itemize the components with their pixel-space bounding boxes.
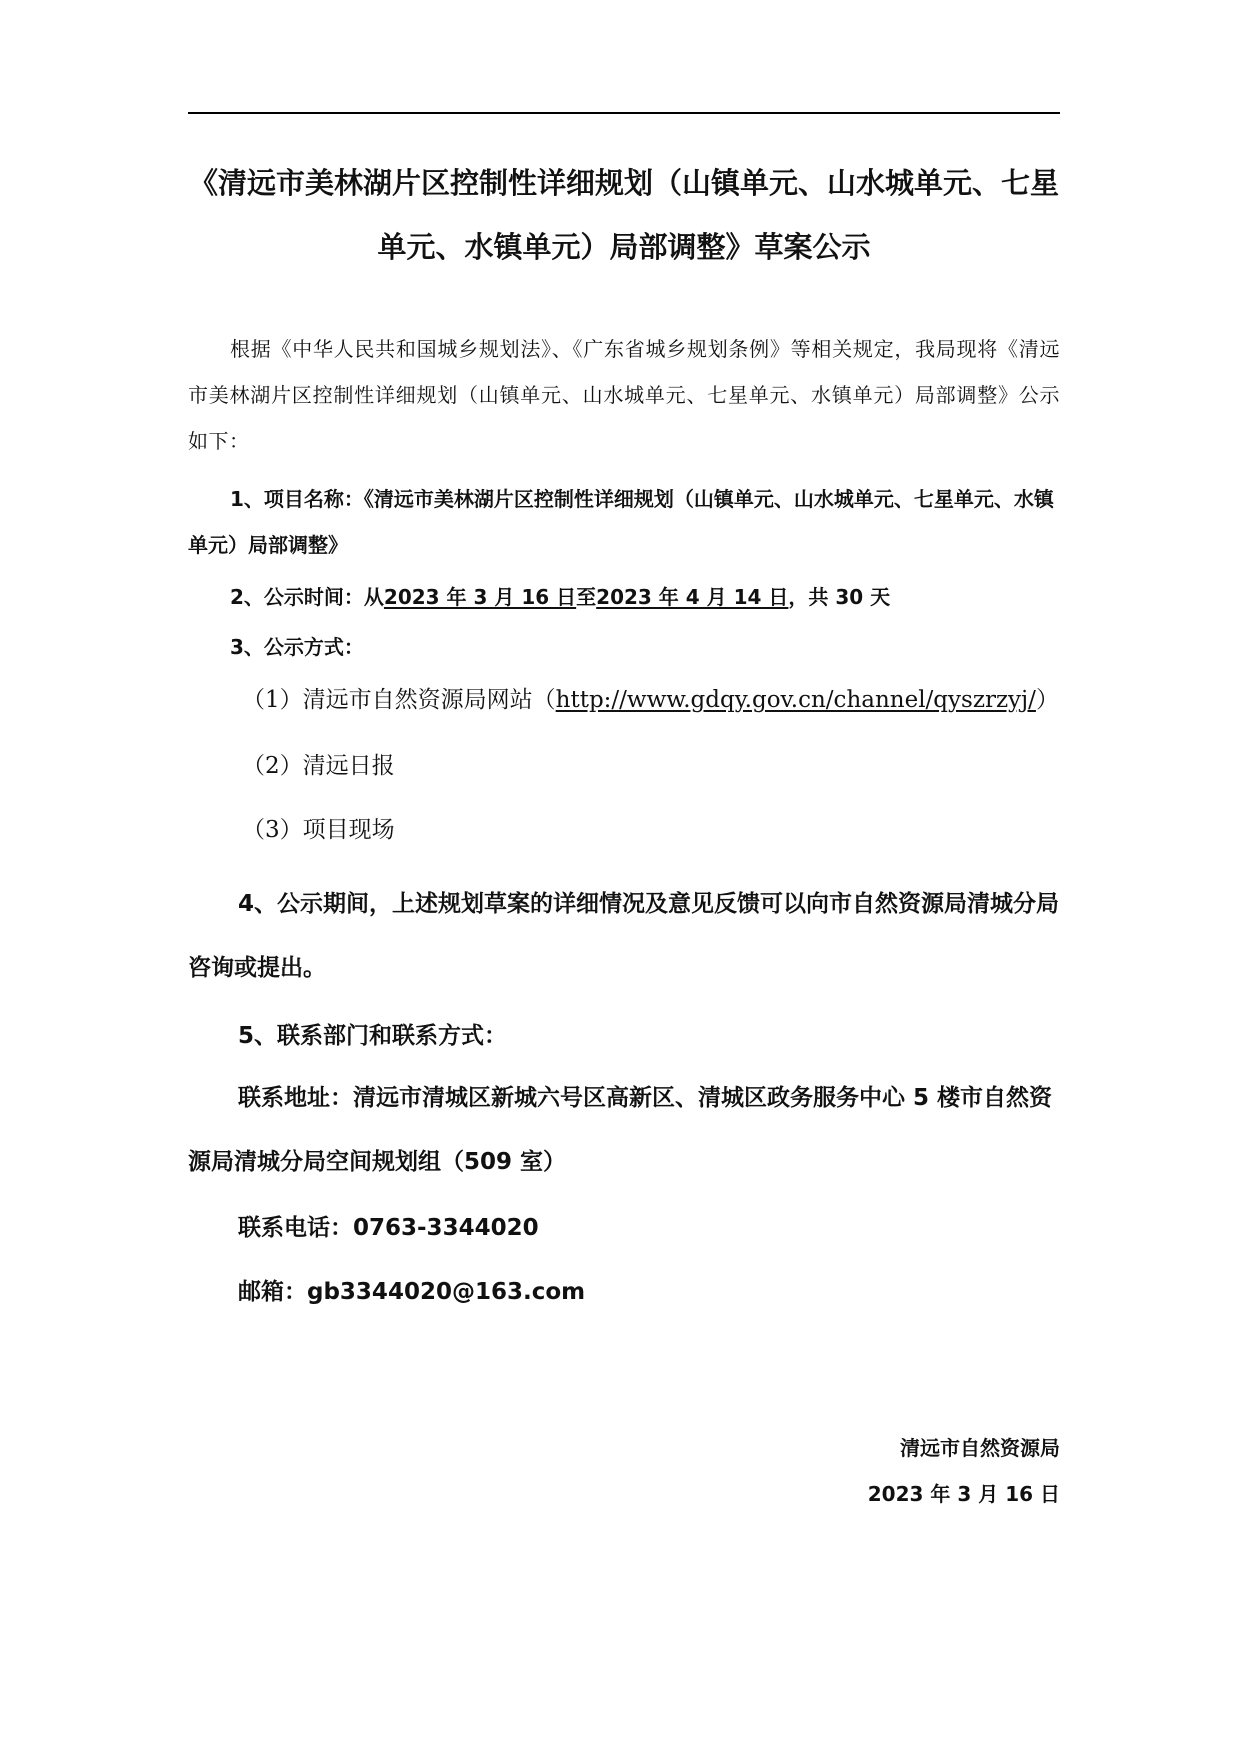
- item-feedback: 4、公示期间，上述规划草案的详细情况及意见反馈可以向市自然资源局清城分局咨询或提出。: [188, 891, 1060, 981]
- period-mid: 至: [576, 585, 597, 609]
- contact-email: 邮箱：gb3344020@163.com: [238, 1279, 586, 1305]
- period-suffix: ，共 30 天: [788, 585, 891, 609]
- item-publicity-period: [230, 574, 1102, 620]
- item-publicity-methods: 3、公示方式：: [230, 635, 364, 659]
- period-start-date: 2023 年 3 月 16 日: [383, 585, 577, 609]
- intro-paragraph: 根据《中华人民共和国城乡规划法》、《广东省城乡规划条例》等相关规定，我局现将《清远市美林湖片区控制性详细规划（山镇单元、山水城单元、七星单元、水镇单元）局部调整》公示如下：: [188, 337, 1060, 453]
- signature-org: 清远市自然资源局: [900, 1436, 1060, 1460]
- method-site: （3）项目现场: [242, 817, 395, 843]
- method-website: [242, 680, 1059, 720]
- method-newspaper: （2）清远日报: [242, 753, 395, 779]
- website-link[interactable]: http://www.gdqy.gov.cn/channel/qyszrzyj/: [555, 687, 1036, 713]
- document-title-line-2: 单元、水镇单元）局部调整》草案公示: [377, 230, 871, 264]
- header-rule: [188, 112, 1060, 114]
- document-title-line-1: 《清远市美林湖片区控制性详细规划（山镇单元、山水城单元、七星: [188, 166, 1059, 200]
- method-website-suffix: ）: [1035, 687, 1059, 713]
- period-prefix: 2、公示时间：从: [230, 585, 384, 609]
- contact-address: 联系地址：清远市清城区新城六号区高新区、清城区政务服务中心 5 楼市自然资源局清城分局空间规划组（509 室）: [188, 1085, 1053, 1175]
- item-contact-heading: 5、联系部门和联系方式：: [238, 1023, 508, 1049]
- method-website-prefix: （1）清远市自然资源局网站（: [242, 687, 556, 713]
- item-project-name: 1、项目名称：《清远市美林湖片区控制性详细规划（山镇单元、山水城单元、七星单元、水镇单元）局部调整》: [188, 487, 1054, 557]
- period-end-date: 2023 年 4 月 14 日: [596, 585, 789, 609]
- signature-date: 2023 年 3 月 16 日: [867, 1482, 1060, 1506]
- contact-phone: 联系电话：0763-3344020: [238, 1215, 539, 1241]
